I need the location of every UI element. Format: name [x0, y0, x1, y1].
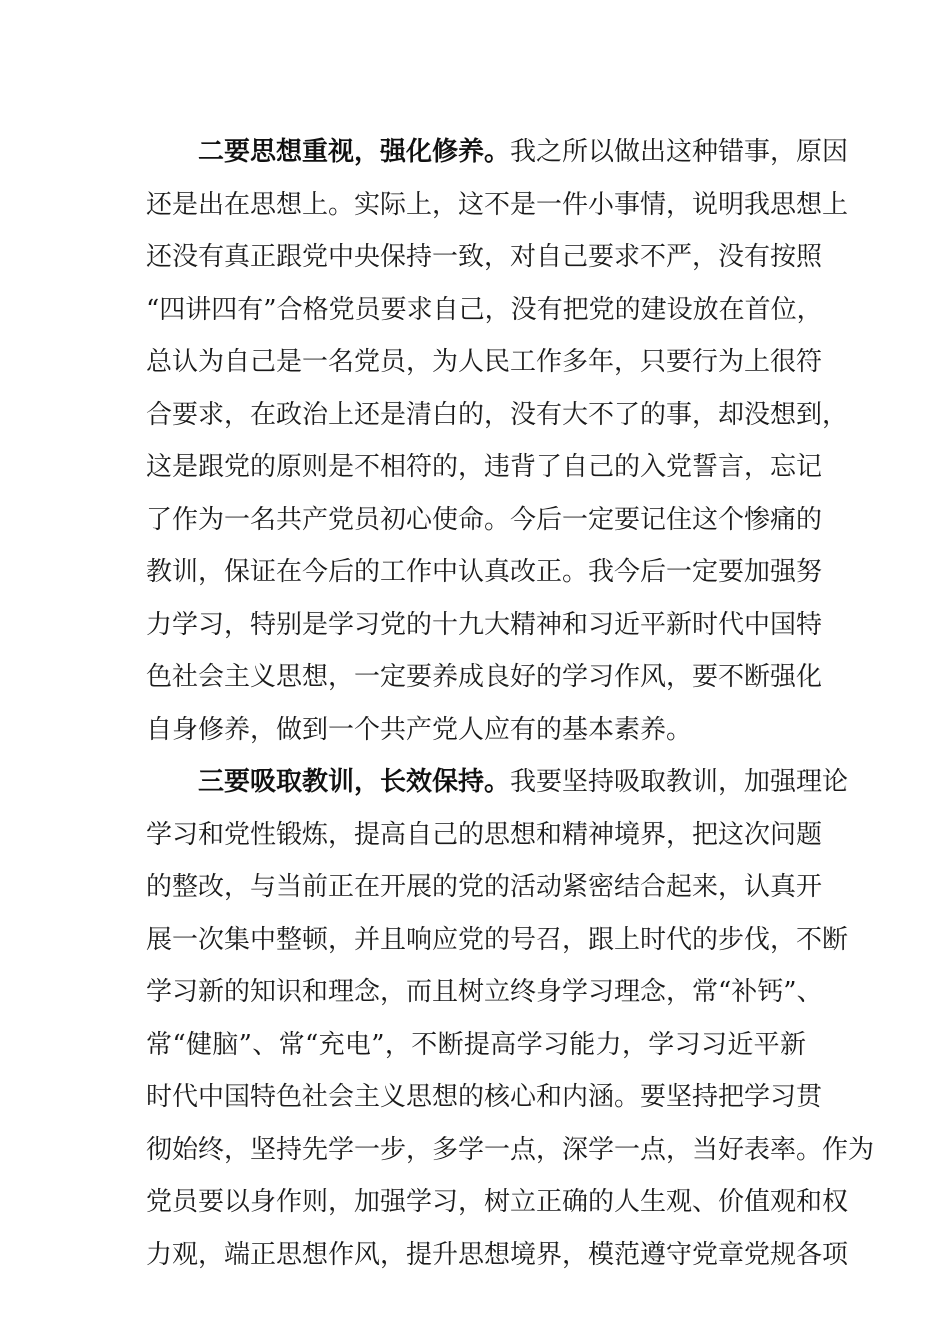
paragraph-line: 常“健脑”、常“充电”，不断提高学习能力，学习习近平新	[146, 1029, 806, 1060]
paragraph-2-line-1	[146, 756, 849, 809]
paragraph-line: 学习和党性锻炼，提高自己的思想和精神境界，把这次问题	[146, 819, 823, 850]
paragraph-line: 了作为一名共产党员初心使命。今后一定要记住这个惨痛的	[146, 504, 823, 535]
paragraph-line: 自身修养，做到一个共产党人应有的基本素养。	[146, 714, 693, 745]
paragraph-1-text: 我之所以做出这种错事，原因	[510, 137, 849, 167]
paragraph-line: 彻始终，坚持先学一步，多学一点，深学一点，当好表率。作为	[146, 1134, 875, 1165]
paragraph-line: 时代中国特色社会主义思想的核心和内涵。要坚持把学习贯	[146, 1082, 823, 1112]
document-body	[146, 126, 875, 1281]
paragraph-line: 学习新的知识和理念，而且树立终身学习理念，常“补钙”、	[146, 977, 823, 1007]
paragraph-2-text: 我要坚持吸取教训，加强理论	[510, 767, 849, 797]
paragraph-line: 力观，端正思想作风，提升思想境界，模范遵守党章党规各项	[146, 1239, 849, 1270]
paragraph-line: 展一次集中整顿，并且响应党的号召，跟上时代的步伐，不断	[146, 924, 849, 955]
paragraph-line: 党员要以身作则，加强学习，树立正确的人生观、价值观和权	[146, 1187, 849, 1217]
paragraph-line: 还没有真正跟党中央保持一致，对自己要求不严，没有按照	[146, 242, 823, 272]
paragraph-line: 教训，保证在今后的工作中认真改正。我今后一定要加强努	[146, 557, 823, 587]
paragraph-line: 合要求，在政治上还是清白的，没有大不了的事，却没想到，	[146, 399, 849, 430]
paragraph-2-heading: 三要吸取教训，长效保持。	[198, 767, 511, 797]
paragraph-line: 色社会主义思想，一定要养成良好的学习作风，要不断强化	[146, 662, 823, 692]
paragraph-line: 总认为自己是一名党员，为人民工作多年，只要行为上很符	[146, 347, 823, 377]
paragraph-1-line-1	[146, 126, 849, 179]
paragraph-1-heading: 二要思想重视，强化修养。	[198, 137, 511, 167]
paragraph-line: 还是出在思想上。实际上，这不是一件小事情，说明我思想上	[146, 189, 849, 220]
paragraph-line: 的整改，与当前正在开展的党的活动紧密结合起来，认真开	[146, 872, 823, 902]
paragraph-line: 力学习，特别是学习党的十九大精神和习近平新时代中国特	[146, 609, 823, 640]
paragraph-line: 这是跟党的原则是不相符的，违背了自己的入党誓言，忘记	[146, 452, 823, 482]
paragraph-line: “四讲四有”合格党员要求自己，没有把党的建设放在首位，	[146, 294, 823, 325]
